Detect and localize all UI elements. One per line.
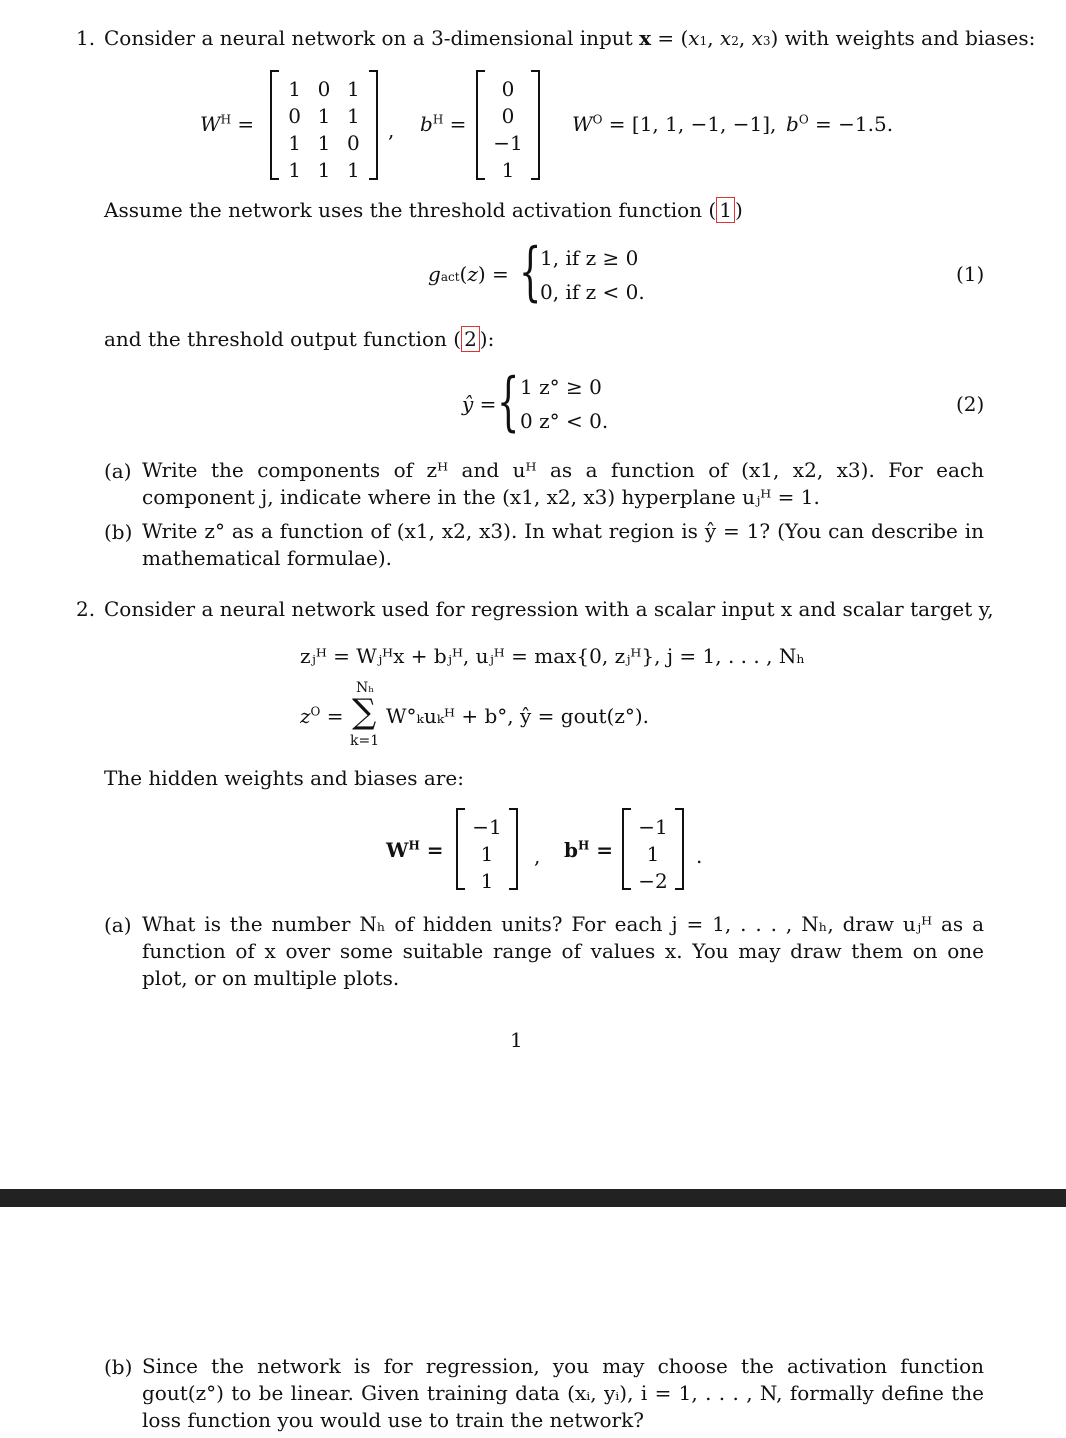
yhat-case1: 1 z° ≥ 0 bbox=[520, 375, 602, 399]
q1-bo: $b^O = -1.5$. bbox=[786, 112, 894, 136]
q1-number: 1. bbox=[76, 26, 96, 50]
matrix-cell: −2 bbox=[638, 869, 668, 893]
matrix-cell: 1 bbox=[646, 842, 660, 866]
period: . bbox=[696, 844, 703, 868]
matrix-cell: 1 bbox=[317, 104, 331, 128]
matrix-cell: 1 bbox=[317, 158, 331, 182]
matrix-cell: 0 bbox=[288, 104, 302, 128]
q2-wh-label: $W^H$ = bbox=[386, 838, 444, 862]
q1a-label: (a) bbox=[104, 459, 132, 483]
matrix-cell: 1 bbox=[288, 77, 302, 101]
q1-wo: $W^O = [1$, 1, −1, −1], bbox=[572, 112, 777, 136]
q2-wh-matrix bbox=[456, 808, 518, 893]
brace: { bbox=[519, 235, 542, 309]
sum-upper-limit: Nₕ bbox=[356, 680, 375, 696]
q1-andthe-text: and the threshold output function bbox=[104, 327, 447, 351]
matrix-cell: −1 bbox=[472, 815, 502, 839]
yhat-label: ŷ = bbox=[462, 392, 497, 416]
q1-assume: Assume the network uses the threshold activation function ( 1 ) bbox=[104, 198, 743, 222]
matrix-cell: 1 bbox=[346, 104, 360, 128]
gact-label: gact(z) = bbox=[428, 262, 509, 286]
matrix-cell: 1 bbox=[288, 131, 302, 155]
eq-ref-2[interactable]: 2 bbox=[461, 326, 480, 352]
matrix-cell: 1 bbox=[480, 869, 494, 893]
page-number: 1 bbox=[510, 1028, 523, 1052]
q2-bh-label: $b^H$ = bbox=[564, 838, 614, 862]
q2a-text: What is the number Nₕ of hidden units? For each j = 1, . . . , Nₕ, draw uⱼᴴ as a function of x over some suitable range of values x. You may draw them on one plot, or on multiple plots. bbox=[142, 912, 984, 990]
q1-bo-value: = −1.5. bbox=[815, 112, 894, 136]
q2-zo-label: $z^O$ = bbox=[300, 704, 344, 728]
matrix-cell: 1 bbox=[317, 131, 331, 155]
q1-wh-matrix bbox=[270, 70, 378, 180]
equation-number-1: (1) bbox=[956, 262, 985, 286]
sum-lower-limit: k=1 bbox=[350, 733, 380, 749]
q1-intro-tail: with weights and biases: bbox=[784, 26, 1036, 50]
matrix-cell: −1 bbox=[493, 131, 523, 155]
q1-wo-value: [1, 1, −1, −1], bbox=[631, 112, 777, 136]
comma: , bbox=[388, 118, 395, 142]
q1-intro-vector: x bbox=[639, 26, 651, 50]
q1a-text: Write the components of zᴴ and uᴴ as a function of (x1, x2, x3). For each component j, indicate where in the (x1, x2, x3) hyperplane uⱼᴴ = 1. bbox=[142, 458, 984, 509]
q1-bh-matrix bbox=[476, 70, 540, 180]
matrix-cell: 1 bbox=[288, 158, 302, 182]
q2a-label: (a) bbox=[104, 913, 132, 937]
page-separator bbox=[0, 1189, 1066, 1207]
matrix-cell: 1 bbox=[501, 158, 515, 182]
q2-bh-matrix bbox=[622, 808, 684, 893]
q1-assume-text: Assume the network uses the threshold activation function bbox=[104, 198, 703, 222]
q1-wh-label: $W^H$ = bbox=[200, 112, 255, 136]
q2-hidden-intro: The hidden weights and biases are: bbox=[104, 766, 464, 790]
q2b-text: Since the network is for regression, you may choose the activation function gout(z°) to be linear. Given training data (xᵢ, yᵢ), i = 1, . . . , N, formally define the loss function you would use to train the network? bbox=[142, 1354, 984, 1432]
q2-eq-line2: W°ₖuₖᴴ + b°, ŷ = gout(z°). bbox=[386, 704, 650, 728]
q1-intro: Consider a neural network on a 3-dimensional input x = (x1, x2, x3) with weights and biases: bbox=[104, 26, 1036, 50]
matrix-cell: −1 bbox=[638, 815, 668, 839]
yhat-case2: 0 z° < 0. bbox=[520, 409, 609, 433]
q1b-text: Write z° as a function of (x1, x2, x3). In what region is ŷ = 1? (You can describe in mathematical formulae). bbox=[142, 519, 984, 570]
sum-symbol: ∑ bbox=[352, 692, 377, 732]
matrix-cell: 0 bbox=[501, 77, 515, 101]
matrix-cell: 1 bbox=[480, 842, 494, 866]
eq-ref-1[interactable]: 1 bbox=[716, 197, 735, 223]
gact-case2: 0, if z < 0. bbox=[540, 280, 645, 304]
matrix-cell: 1 bbox=[346, 158, 360, 182]
gact-case1: 1, if z ≥ 0 bbox=[540, 246, 639, 270]
brace: { bbox=[497, 365, 520, 439]
matrix-cell: 0 bbox=[317, 77, 331, 101]
equation-number-2: (2) bbox=[956, 392, 985, 416]
matrix-cell: 0 bbox=[501, 104, 515, 128]
matrix-cell: 1 bbox=[346, 77, 360, 101]
q1b-label: (b) bbox=[104, 520, 133, 544]
q1-andthe: and the threshold output function ( 2 ): bbox=[104, 327, 495, 351]
q1-bh-label: $b^H$ = bbox=[420, 112, 467, 136]
q2-intro: Consider a neural network used for regression with a scalar input x and scalar target y, bbox=[104, 597, 994, 621]
q2-number: 2. bbox=[76, 597, 96, 621]
q2b-label: (b) bbox=[104, 1355, 133, 1379]
matrix-cell: 0 bbox=[346, 131, 360, 155]
comma: , bbox=[534, 844, 541, 868]
q2-eq-line1: zⱼᴴ = Wⱼᴴx + bⱼᴴ, uⱼᴴ = max{0, zⱼᴴ}, j = 1, . . . , Nₕ bbox=[300, 644, 805, 668]
q1-intro-text: Consider a neural network on a 3-dimensional input bbox=[104, 26, 633, 50]
